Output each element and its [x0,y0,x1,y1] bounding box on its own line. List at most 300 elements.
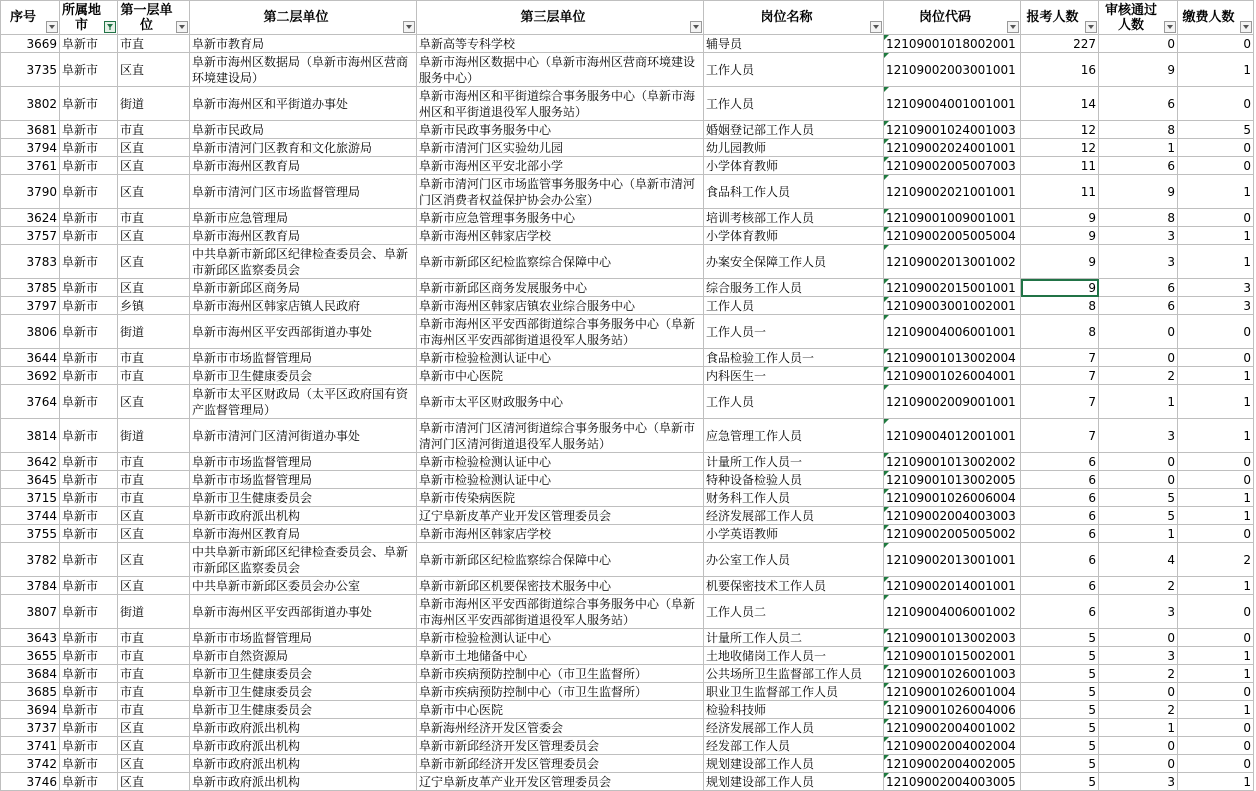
cell-level1[interactable]: 街道 [118,87,190,121]
cell-position[interactable]: 小学英语教师 [704,525,884,543]
cell-level1[interactable]: 区直 [118,543,190,577]
cell-approved[interactable]: 2 [1099,701,1178,719]
cell-applicants[interactable]: 6 [1021,543,1099,577]
cell-position[interactable]: 经发部工作人员 [704,737,884,755]
cell-code[interactable]: 12109002004002005 [884,755,1021,773]
cell-level1[interactable]: 市直 [118,471,190,489]
cell-level1[interactable]: 市直 [118,629,190,647]
cell-level1[interactable]: 市直 [118,349,190,367]
cell-level2[interactable]: 阜新市卫生健康委员会 [190,367,417,385]
cell-level1[interactable]: 区直 [118,175,190,209]
cell-level2[interactable]: 阜新市政府派出机构 [190,507,417,525]
cell-level2[interactable]: 阜新市清河门区清河街道办事处 [190,419,417,453]
col-header-paid[interactable] [1178,1,1254,35]
cell-seq[interactable]: 3741 [1,737,60,755]
cell-approved[interactable]: 3 [1099,773,1178,791]
col-header-city[interactable] [60,1,118,35]
cell-paid[interactable]: 1 [1178,773,1254,791]
cell-city[interactable]: 阜新市 [60,35,118,53]
cell-city[interactable]: 阜新市 [60,279,118,297]
cell-level2[interactable]: 阜新市新邱区商务局 [190,279,417,297]
cell-position[interactable]: 工作人员 [704,385,884,419]
cell-level1[interactable]: 区直 [118,737,190,755]
cell-level3[interactable]: 阜新高等专科学校 [417,35,704,53]
cell-level2[interactable]: 阜新市政府派出机构 [190,737,417,755]
filter-dropdown-icon[interactable] [46,21,58,33]
cell-seq[interactable]: 3794 [1,139,60,157]
cell-level3[interactable]: 阜新市土地储备中心 [417,647,704,665]
cell-seq[interactable]: 3807 [1,595,60,629]
cell-level3[interactable]: 阜新市民政事务服务中心 [417,121,704,139]
cell-level3[interactable]: 阜新市海州区韩家店学校 [417,227,704,245]
cell-seq[interactable]: 3715 [1,489,60,507]
cell-position[interactable]: 食品检验工作人员一 [704,349,884,367]
cell-seq[interactable]: 3755 [1,525,60,543]
cell-level2[interactable]: 阜新市海州区平安西部街道办事处 [190,315,417,349]
cell-applicants[interactable]: 9 [1021,227,1099,245]
cell-seq[interactable]: 3645 [1,471,60,489]
cell-approved[interactable]: 8 [1099,209,1178,227]
cell-level3[interactable]: 阜新市海州区数据中心（阜新市海州区营商环境建设服务中心） [417,53,704,87]
cell-city[interactable]: 阜新市 [60,683,118,701]
cell-approved[interactable]: 8 [1099,121,1178,139]
cell-seq[interactable]: 3757 [1,227,60,245]
cell-applicants[interactable]: 9 [1021,245,1099,279]
cell-city[interactable]: 阜新市 [60,489,118,507]
cell-paid[interactable]: 0 [1178,629,1254,647]
cell-approved[interactable]: 0 [1099,453,1178,471]
cell-paid[interactable]: 1 [1178,507,1254,525]
cell-paid[interactable]: 5 [1178,121,1254,139]
cell-approved[interactable]: 1 [1099,385,1178,419]
cell-city[interactable]: 阜新市 [60,157,118,175]
cell-city[interactable]: 阜新市 [60,773,118,791]
cell-paid[interactable]: 0 [1178,35,1254,53]
cell-level1[interactable]: 区直 [118,53,190,87]
cell-seq[interactable]: 3814 [1,419,60,453]
cell-city[interactable]: 阜新市 [60,701,118,719]
cell-level2[interactable]: 阜新市海州区和平街道办事处 [190,87,417,121]
cell-approved[interactable]: 3 [1099,227,1178,245]
cell-applicants[interactable]: 5 [1021,647,1099,665]
cell-level3[interactable]: 阜新市新邱经济开发区管理委员会 [417,755,704,773]
cell-seq[interactable]: 3742 [1,755,60,773]
cell-city[interactable]: 阜新市 [60,595,118,629]
cell-level1[interactable]: 区直 [118,227,190,245]
cell-approved[interactable]: 0 [1099,315,1178,349]
cell-applicants[interactable]: 8 [1021,297,1099,315]
cell-applicants[interactable]: 16 [1021,53,1099,87]
cell-city[interactable]: 阜新市 [60,227,118,245]
cell-applicants[interactable]: 11 [1021,157,1099,175]
cell-code[interactable]: 12109001015002001 [884,647,1021,665]
cell-applicants[interactable]: 6 [1021,525,1099,543]
cell-approved[interactable]: 9 [1099,53,1178,87]
cell-code[interactable]: 12109001009001001 [884,209,1021,227]
cell-level3[interactable]: 阜新市中心医院 [417,701,704,719]
cell-level1[interactable]: 市直 [118,209,190,227]
cell-paid[interactable]: 1 [1178,489,1254,507]
cell-level1[interactable]: 区直 [118,719,190,737]
cell-code[interactable]: 12109002005005002 [884,525,1021,543]
cell-level3[interactable]: 阜新市清河门区市场监管事务服务中心（阜新市清河门区消费者权益保护协会办公室） [417,175,704,209]
cell-position[interactable]: 办公室工作人员 [704,543,884,577]
cell-city[interactable]: 阜新市 [60,755,118,773]
cell-seq[interactable]: 3681 [1,121,60,139]
cell-level1[interactable]: 区直 [118,773,190,791]
cell-code[interactable]: 12109002013001002 [884,245,1021,279]
cell-position[interactable]: 检验科技师 [704,701,884,719]
cell-paid[interactable]: 1 [1178,367,1254,385]
cell-level2[interactable]: 阜新市市场监督管理局 [190,453,417,471]
cell-applicants[interactable]: 12 [1021,139,1099,157]
cell-applicants[interactable]: 9 [1021,209,1099,227]
cell-code[interactable]: 12109001026004001 [884,367,1021,385]
cell-level1[interactable]: 市直 [118,665,190,683]
cell-city[interactable]: 阜新市 [60,737,118,755]
cell-city[interactable]: 阜新市 [60,629,118,647]
cell-position[interactable]: 特种设备检验人员 [704,471,884,489]
cell-code[interactable]: 12109004006001002 [884,595,1021,629]
cell-code[interactable]: 12109001024001003 [884,121,1021,139]
cell-seq[interactable]: 3782 [1,543,60,577]
cell-code[interactable]: 12109001013002005 [884,471,1021,489]
cell-city[interactable]: 阜新市 [60,665,118,683]
cell-city[interactable]: 阜新市 [60,139,118,157]
cell-approved[interactable]: 5 [1099,507,1178,525]
cell-paid[interactable]: 1 [1178,701,1254,719]
cell-approved[interactable]: 2 [1099,577,1178,595]
cell-level2[interactable]: 阜新市政府派出机构 [190,719,417,737]
cell-approved[interactable]: 4 [1099,543,1178,577]
cell-level3[interactable]: 阜新市检验检测认证中心 [417,629,704,647]
cell-position[interactable]: 食品科工作人员 [704,175,884,209]
cell-level1[interactable]: 区直 [118,525,190,543]
cell-code[interactable]: 12109002004003005 [884,773,1021,791]
cell-level2[interactable]: 阜新市海州区教育局 [190,227,417,245]
cell-approved[interactable]: 0 [1099,35,1178,53]
cell-applicants[interactable]: 12 [1021,121,1099,139]
cell-code[interactable]: 12109004012001001 [884,419,1021,453]
cell-applicants[interactable]: 6 [1021,489,1099,507]
cell-level3[interactable]: 阜新市检验检测认证中心 [417,349,704,367]
cell-applicants[interactable]: 6 [1021,507,1099,525]
cell-level1[interactable]: 区直 [118,279,190,297]
cell-level3[interactable]: 阜新市新邱区纪检监察综合保障中心 [417,245,704,279]
cell-position[interactable]: 婚姻登记部工作人员 [704,121,884,139]
cell-level1[interactable]: 区直 [118,157,190,175]
cell-level1[interactable]: 市直 [118,35,190,53]
filter-dropdown-icon[interactable] [1085,21,1097,33]
cell-level3[interactable]: 辽宁阜新皮革产业开发区管理委员会 [417,507,704,525]
cell-city[interactable]: 阜新市 [60,385,118,419]
cell-approved[interactable]: 6 [1099,87,1178,121]
cell-code[interactable]: 12109002005005004 [884,227,1021,245]
cell-applicants[interactable]: 5 [1021,737,1099,755]
cell-paid[interactable]: 0 [1178,525,1254,543]
cell-code[interactable]: 12109002013001001 [884,543,1021,577]
cell-city[interactable]: 阜新市 [60,315,118,349]
filter-dropdown-icon[interactable] [1164,21,1176,33]
cell-approved[interactable]: 3 [1099,419,1178,453]
cell-level3[interactable]: 阜新海州经济开发区管委会 [417,719,704,737]
cell-position[interactable]: 工作人员 [704,87,884,121]
cell-seq[interactable]: 3624 [1,209,60,227]
cell-seq[interactable]: 3684 [1,665,60,683]
cell-city[interactable]: 阜新市 [60,297,118,315]
cell-level2[interactable]: 阜新市卫生健康委员会 [190,489,417,507]
cell-code[interactable]: 12109001018002001 [884,35,1021,53]
cell-city[interactable]: 阜新市 [60,719,118,737]
cell-city[interactable]: 阜新市 [60,367,118,385]
cell-position[interactable]: 培训考核部工作人员 [704,209,884,227]
cell-approved[interactable]: 3 [1099,647,1178,665]
filter-dropdown-icon[interactable] [403,21,415,33]
cell-code[interactable]: 12109001026001003 [884,665,1021,683]
cell-level2[interactable]: 中共阜新市新邱区纪律检查委员会、阜新市新邱区监察委员会 [190,543,417,577]
cell-applicants[interactable]: 14 [1021,87,1099,121]
cell-level1[interactable]: 区直 [118,385,190,419]
col-header-level1[interactable] [118,1,190,35]
cell-level2[interactable]: 阜新市海州区韩家店镇人民政府 [190,297,417,315]
cell-level3[interactable]: 阜新市海州区韩家店学校 [417,525,704,543]
col-header-applicants[interactable] [1021,1,1099,35]
col-header-level3[interactable] [417,1,704,35]
cell-level1[interactable]: 区直 [118,245,190,279]
cell-paid[interactable]: 0 [1178,471,1254,489]
cell-level1[interactable]: 市直 [118,453,190,471]
cell-level1[interactable]: 区直 [118,577,190,595]
cell-code[interactable]: 12109001013002002 [884,453,1021,471]
cell-level3[interactable]: 阜新市疾病预防控制中心（市卫生监督所） [417,683,704,701]
cell-level1[interactable]: 乡镇 [118,297,190,315]
cell-paid[interactable]: 1 [1178,53,1254,87]
cell-position[interactable]: 公共场所卫生监督部工作人员 [704,665,884,683]
cell-level3[interactable]: 阜新市应急管理事务服务中心 [417,209,704,227]
cell-approved[interactable]: 0 [1099,755,1178,773]
cell-level3[interactable]: 阜新市清河门区清河街道综合事务服务中心（阜新市清河门区清河街道退役军人服务站） [417,419,704,453]
cell-level3[interactable]: 阜新市海州区平安西部街道综合事务服务中心（阜新市海州区平安西部街道退役军人服务站） [417,315,704,349]
cell-applicants[interactable]: 6 [1021,595,1099,629]
cell-level2[interactable]: 阜新市市场监督管理局 [190,471,417,489]
cell-city[interactable]: 阜新市 [60,87,118,121]
cell-applicants[interactable]: 5 [1021,755,1099,773]
cell-applicants[interactable]: 6 [1021,453,1099,471]
cell-level2[interactable]: 阜新市市场监督管理局 [190,349,417,367]
cell-code[interactable]: 12109002003001001 [884,53,1021,87]
cell-paid[interactable]: 0 [1178,683,1254,701]
cell-city[interactable]: 阜新市 [60,53,118,87]
cell-level1[interactable]: 街道 [118,595,190,629]
cell-level1[interactable]: 市直 [118,489,190,507]
cell-city[interactable]: 阜新市 [60,507,118,525]
cell-position[interactable]: 工作人员 [704,53,884,87]
cell-paid[interactable]: 1 [1178,665,1254,683]
cell-code[interactable]: 12109002004003003 [884,507,1021,525]
cell-paid[interactable]: 0 [1178,209,1254,227]
cell-applicants[interactable]: 5 [1021,773,1099,791]
cell-position[interactable]: 财务科工作人员 [704,489,884,507]
cell-approved[interactable]: 0 [1099,471,1178,489]
cell-level3[interactable]: 阜新市疾病预防控制中心（市卫生监督所） [417,665,704,683]
cell-seq[interactable]: 3643 [1,629,60,647]
cell-level3[interactable]: 阜新市检验检测认证中心 [417,471,704,489]
cell-level3[interactable]: 阜新市新邱区机要保密技术服务中心 [417,577,704,595]
cell-applicants[interactable]: 5 [1021,665,1099,683]
cell-position[interactable]: 小学体育教师 [704,157,884,175]
cell-approved[interactable]: 1 [1099,525,1178,543]
cell-position[interactable]: 工作人员一 [704,315,884,349]
cell-approved[interactable]: 0 [1099,629,1178,647]
cell-position[interactable]: 工作人员二 [704,595,884,629]
cell-position[interactable]: 辅导员 [704,35,884,53]
cell-city[interactable]: 阜新市 [60,453,118,471]
cell-level2[interactable]: 阜新市卫生健康委员会 [190,683,417,701]
cell-position[interactable]: 应急管理工作人员 [704,419,884,453]
cell-approved[interactable]: 5 [1099,489,1178,507]
cell-seq[interactable]: 3642 [1,453,60,471]
cell-applicants[interactable]: 7 [1021,367,1099,385]
cell-position[interactable]: 综合服务工作人员 [704,279,884,297]
cell-code[interactable]: 12109002015001001 [884,279,1021,297]
cell-city[interactable]: 阜新市 [60,525,118,543]
cell-code[interactable]: 12109004001001001 [884,87,1021,121]
cell-seq[interactable]: 3784 [1,577,60,595]
cell-position[interactable]: 经济发展部工作人员 [704,507,884,525]
cell-approved[interactable]: 6 [1099,279,1178,297]
cell-level1[interactable]: 市直 [118,647,190,665]
cell-applicants[interactable]: 7 [1021,419,1099,453]
cell-position[interactable]: 办案安全保障工作人员 [704,245,884,279]
cell-level2[interactable]: 阜新市自然资源局 [190,647,417,665]
cell-seq[interactable]: 3764 [1,385,60,419]
cell-applicants[interactable]: 6 [1021,471,1099,489]
cell-city[interactable]: 阜新市 [60,577,118,595]
cell-position[interactable]: 经济发展部工作人员 [704,719,884,737]
cell-city[interactable]: 阜新市 [60,647,118,665]
filter-dropdown-icon[interactable] [176,21,188,33]
cell-level2[interactable]: 阜新市政府派出机构 [190,755,417,773]
col-header-seq[interactable] [1,1,60,35]
cell-approved[interactable]: 3 [1099,245,1178,279]
cell-city[interactable]: 阜新市 [60,419,118,453]
cell-seq[interactable]: 3694 [1,701,60,719]
cell-approved[interactable]: 3 [1099,595,1178,629]
cell-position[interactable]: 内科医生一 [704,367,884,385]
cell-code[interactable]: 12109001013002004 [884,349,1021,367]
cell-level2[interactable]: 阜新市太平区财政局（太平区政府国有资产监督管理局） [190,385,417,419]
cell-paid[interactable]: 0 [1178,349,1254,367]
cell-level1[interactable]: 街道 [118,419,190,453]
cell-level2[interactable]: 阜新市应急管理局 [190,209,417,227]
cell-paid[interactable]: 0 [1178,157,1254,175]
cell-applicants[interactable]: 8 [1021,315,1099,349]
cell-applicants[interactable]: 6 [1021,577,1099,595]
cell-level3[interactable]: 阜新市传染病医院 [417,489,704,507]
cell-code[interactable]: 12109002004001002 [884,719,1021,737]
cell-approved[interactable]: 9 [1099,175,1178,209]
cell-level1[interactable]: 区直 [118,507,190,525]
cell-level3[interactable]: 阜新市海州区平安北部小学 [417,157,704,175]
cell-level2[interactable]: 中共阜新市新邱区委员会办公室 [190,577,417,595]
cell-code[interactable]: 12109003001002001 [884,297,1021,315]
cell-code[interactable]: 12109002021001001 [884,175,1021,209]
cell-code[interactable]: 12109001013002003 [884,629,1021,647]
cell-level1[interactable]: 区直 [118,139,190,157]
cell-level2[interactable]: 阜新市清河门区市场监督管理局 [190,175,417,209]
cell-city[interactable]: 阜新市 [60,349,118,367]
cell-level2[interactable]: 阜新市教育局 [190,35,417,53]
cell-position[interactable]: 土地收储岗工作人员一 [704,647,884,665]
cell-applicants[interactable]: 7 [1021,385,1099,419]
cell-level3[interactable]: 阜新市检验检测认证中心 [417,453,704,471]
cell-code[interactable]: 12109002009001001 [884,385,1021,419]
cell-level1[interactable]: 市直 [118,701,190,719]
cell-level3[interactable]: 阜新市海州区韩家店镇农业综合服务中心 [417,297,704,315]
cell-position[interactable]: 规划建设部工作人员 [704,773,884,791]
cell-paid[interactable]: 0 [1178,719,1254,737]
cell-code[interactable]: 12109002024001001 [884,139,1021,157]
cell-level2[interactable]: 阜新市市场监督管理局 [190,629,417,647]
cell-seq[interactable]: 3783 [1,245,60,279]
cell-approved[interactable]: 2 [1099,665,1178,683]
cell-seq[interactable]: 3692 [1,367,60,385]
cell-paid[interactable]: 1 [1178,419,1254,453]
cell-position[interactable]: 幼儿园教师 [704,139,884,157]
cell-approved[interactable]: 1 [1099,139,1178,157]
cell-city[interactable]: 阜新市 [60,175,118,209]
cell-paid[interactable]: 0 [1178,453,1254,471]
cell-code[interactable]: 12109001026001004 [884,683,1021,701]
cell-approved[interactable]: 0 [1099,737,1178,755]
cell-level1[interactable]: 市直 [118,367,190,385]
cell-level3[interactable]: 阜新市太平区财政服务中心 [417,385,704,419]
cell-approved[interactable]: 2 [1099,367,1178,385]
cell-level3[interactable]: 阜新市海州区和平街道综合事务服务中心（阜新市海州区和平街道退役军人服务站） [417,87,704,121]
cell-code[interactable]: 12109002004002004 [884,737,1021,755]
cell-level2[interactable]: 阜新市清河门区教育和文化旅游局 [190,139,417,157]
cell-level2[interactable]: 阜新市政府派出机构 [190,773,417,791]
filter-dropdown-icon[interactable] [870,21,882,33]
cell-approved[interactable]: 0 [1099,683,1178,701]
cell-approved[interactable]: 6 [1099,157,1178,175]
cell-paid[interactable]: 1 [1178,227,1254,245]
cell-city[interactable]: 阜新市 [60,471,118,489]
cell-code[interactable]: 12109002005007003 [884,157,1021,175]
cell-applicants[interactable]: 7 [1021,349,1099,367]
cell-code[interactable]: 12109001026006004 [884,489,1021,507]
cell-level3[interactable]: 阜新市海州区平安西部街道综合事务服务中心（阜新市海州区平安西部街道退役军人服务站） [417,595,704,629]
cell-paid[interactable]: 1 [1178,385,1254,419]
cell-paid[interactable]: 0 [1178,315,1254,349]
cell-paid[interactable]: 3 [1178,279,1254,297]
filter-dropdown-icon[interactable] [1240,21,1252,33]
cell-applicants[interactable]: 227 [1021,35,1099,53]
cell-approved[interactable]: 6 [1099,297,1178,315]
cell-paid[interactable]: 0 [1178,87,1254,121]
cell-position[interactable]: 小学体育教师 [704,227,884,245]
cell-level1[interactable]: 街道 [118,315,190,349]
cell-level2[interactable]: 阜新市卫生健康委员会 [190,665,417,683]
cell-seq[interactable]: 3669 [1,35,60,53]
cell-position[interactable]: 机要保密技术工作人员 [704,577,884,595]
cell-level3[interactable]: 阜新市新邱经济开发区管理委员会 [417,737,704,755]
cell-applicants[interactable]: 9 [1021,279,1099,297]
cell-level1[interactable]: 市直 [118,121,190,139]
cell-level3[interactable]: 辽宁阜新皮革产业开发区管理委员会 [417,773,704,791]
cell-position[interactable]: 职业卫生监督部工作人员 [704,683,884,701]
cell-applicants[interactable]: 5 [1021,719,1099,737]
